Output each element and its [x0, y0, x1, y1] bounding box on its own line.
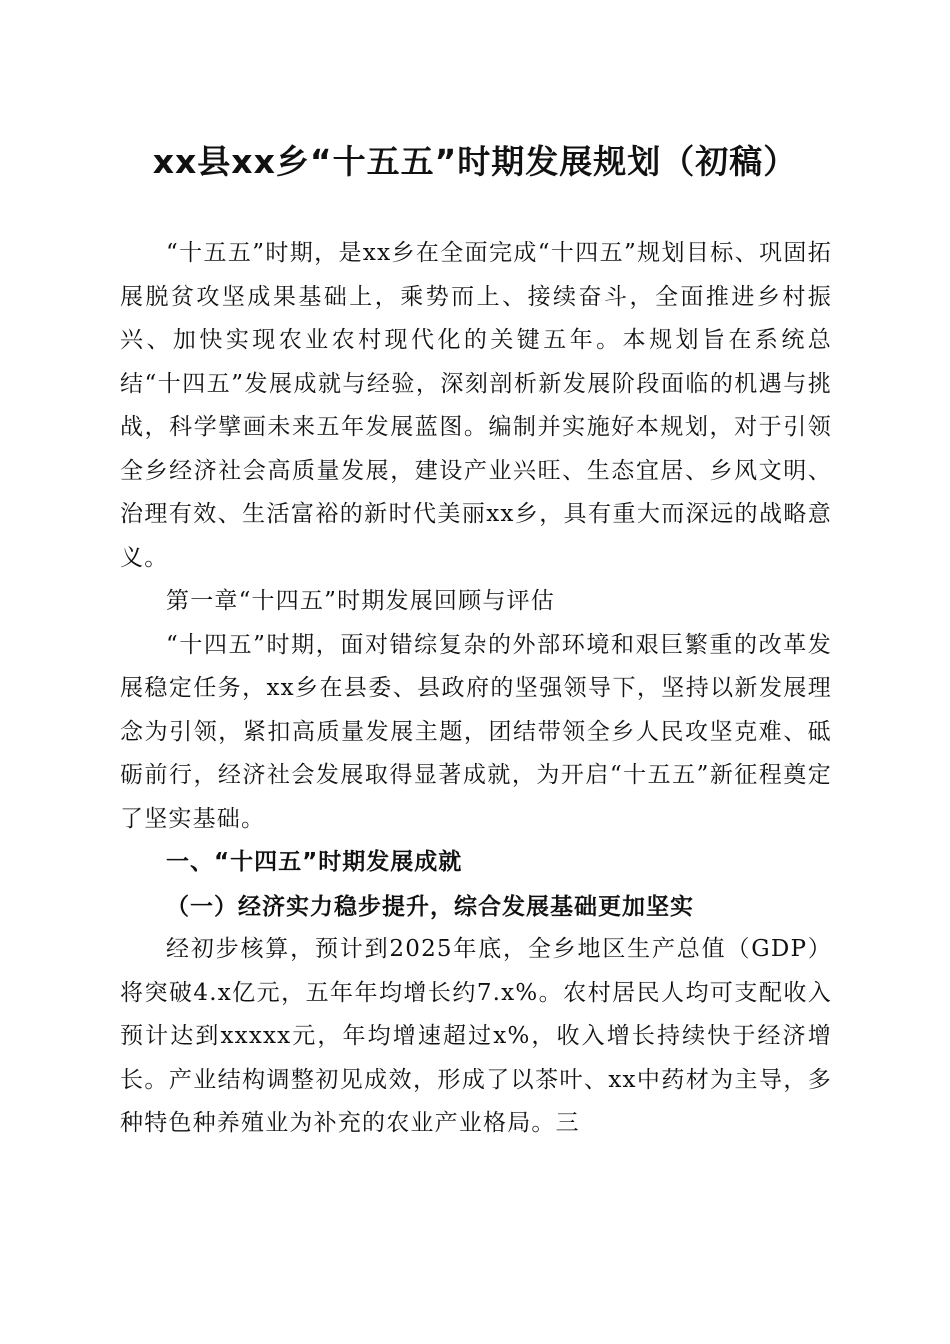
document-body — [120, 232, 832, 1146]
document-title: xx县xx乡“十五五”时期发展规划（初稿） — [152, 142, 798, 181]
subsection-heading: （一）经济实力稳步提升，综合发展基础更加坚实 — [166, 892, 694, 920]
economy-paragraph: 经初步核算，预计到2025年底，全乡地区生产总值（GDP）将突破4.x亿元，五年年均增长约7.x%。农村居民人均可支配收入预计达到xxxxx元，年均增速超过x%，收入增长持续快于经济增长。产业结构调整初见成效，形成了以茶叶、xx中药材为主导，多种特色种养殖业为补充的农业产业格局。三 — [120, 936, 832, 1136]
chapter-intro-paragraph: “十四五”时期，面对错综复杂的外部环境和艰巨繁重的改革发展稳定任务，xx乡在县委、县政府的坚强领导下，坚持以新发展理念为引领，紧扣高质量发展主题，团结带领全乡人民攻坚克难、砥砺前行，经济社会发展取得显著成就，为开启“十五五”新征程奠定了坚实基础。 — [120, 631, 832, 832]
section-heading: 一、“十四五”时期发展成就 — [166, 849, 463, 875]
intro-paragraph: “十五五”时期，是xx乡在全面完成“十四五”规划目标、巩固拓展脱贫攻坚成果基础上，乘势而上、接续奋斗，全面推进乡村振兴、加快实现农业农村现代化的关键五年。本规划旨在系统总结“十四五”发展成就与经验，深刻剖析新发展阶段面临的机遇与挑战，科学擘画未来五年发展蓝图。编制并实施好本规划，对于引领全乡经济社会高质量发展，建设产业兴旺、生态宜居、乡风文明、治理有效、生活富裕的新时代美丽xx乡，具有重大而深远的战略意义。 — [120, 240, 832, 571]
chapter-heading: 第一章“十四五”时期发展回顾与评估 — [166, 588, 555, 614]
